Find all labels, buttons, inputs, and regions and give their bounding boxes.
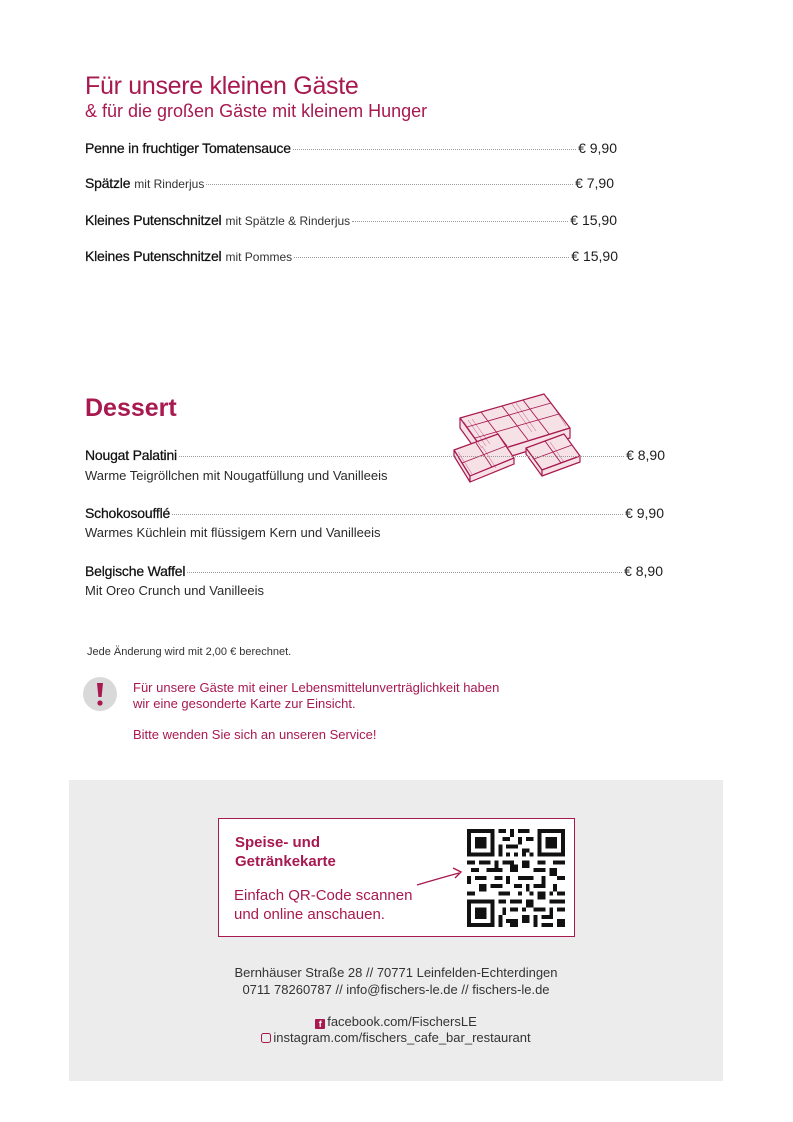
item-description: Warme Teigröllchen mit Nougatfüllung und Vanilleeis (85, 468, 388, 483)
dessert-item (85, 505, 664, 521)
menu-item (85, 140, 617, 156)
allergy-service-hint: Bitte wenden Sie sich an unseren Service! (133, 727, 377, 742)
exclamation-icon (83, 677, 117, 711)
menu-item (85, 248, 618, 264)
instagram-icon (261, 1033, 271, 1043)
qr-code-box (218, 818, 575, 937)
facebook-url: facebook.com/FischersLE (327, 1014, 477, 1029)
item-price: € 15,90 (570, 212, 617, 228)
leader-dots (172, 514, 623, 515)
leader-dots (187, 572, 622, 573)
item-price: € 8,90 (624, 563, 663, 579)
dessert-section-title: Dessert (85, 394, 177, 422)
arrow-icon (415, 859, 465, 889)
item-price: € 8,90 (626, 447, 665, 463)
item-price: € 7,90 (575, 175, 614, 191)
qr-title: Speise- und Getränkekarte (235, 834, 336, 870)
leader-dots (206, 184, 573, 185)
item-price: € 9,90 (625, 505, 664, 521)
leader-dots (294, 257, 569, 258)
contact-line: 0711 78260787 // info@fischers-le.de // fischers-le.de (242, 982, 550, 997)
facebook-icon: f (315, 1019, 325, 1029)
item-note: mit Pommes (225, 250, 293, 264)
leader-dots (293, 149, 576, 150)
chocolate-bar-illustration (452, 388, 588, 484)
item-note: mit Rinderjus (134, 177, 205, 191)
item-price: € 15,90 (571, 248, 618, 264)
item-name: Kleines Putenschnitzel (85, 212, 222, 228)
qr-code[interactable] (467, 829, 565, 927)
dessert-item (85, 563, 663, 579)
facebook-link[interactable] (69, 1014, 723, 1029)
menu-item (85, 212, 617, 228)
menu-item (85, 175, 614, 191)
change-fee-note: Jede Änderung wird mit 2,00 € berechnet. (87, 646, 292, 658)
address-line: Bernhäuser Straße 28 // 70771 Leinfelden-Echterdingen (234, 965, 558, 980)
item-price: € 9,90 (578, 140, 617, 156)
item-name: Nougat Palatini (85, 447, 177, 463)
allergy-notice-line: Für unsere Gäste mit einer Lebensmittelunverträglichkeit haben (133, 680, 500, 695)
item-note: mit Spätzle & Rinderjus (225, 214, 351, 228)
allergy-notice-line: wir eine gesonderte Karte zur Einsicht. (133, 696, 356, 711)
item-name: Spätzle (85, 175, 131, 191)
kids-section-subtitle: & für die großen Gäste mit kleinem Hunger (85, 101, 428, 121)
item-name: Kleines Putenschnitzel (85, 248, 222, 264)
item-name: Schokosoufflé (85, 505, 171, 521)
leader-dots (352, 221, 568, 222)
item-name: Belgische Waffel (85, 563, 186, 579)
qr-instruction: Einfach QR-Code scannen und online anschauen. (234, 887, 413, 923)
item-name: Penne in fruchtiger Tomatensauce (85, 140, 291, 156)
instagram-link[interactable] (69, 1030, 723, 1045)
item-description: Mit Oreo Crunch und Vanilleeis (85, 583, 264, 598)
dessert-item (85, 447, 665, 463)
instagram-url: instagram.com/fischers_cafe_bar_restaurant (273, 1030, 531, 1045)
item-description: Warmes Küchlein mit flüssigem Kern und Vanilleeis (85, 525, 381, 540)
leader-dots (179, 456, 624, 457)
kids-section-title: Für unsere kleinen Gäste (85, 72, 359, 100)
